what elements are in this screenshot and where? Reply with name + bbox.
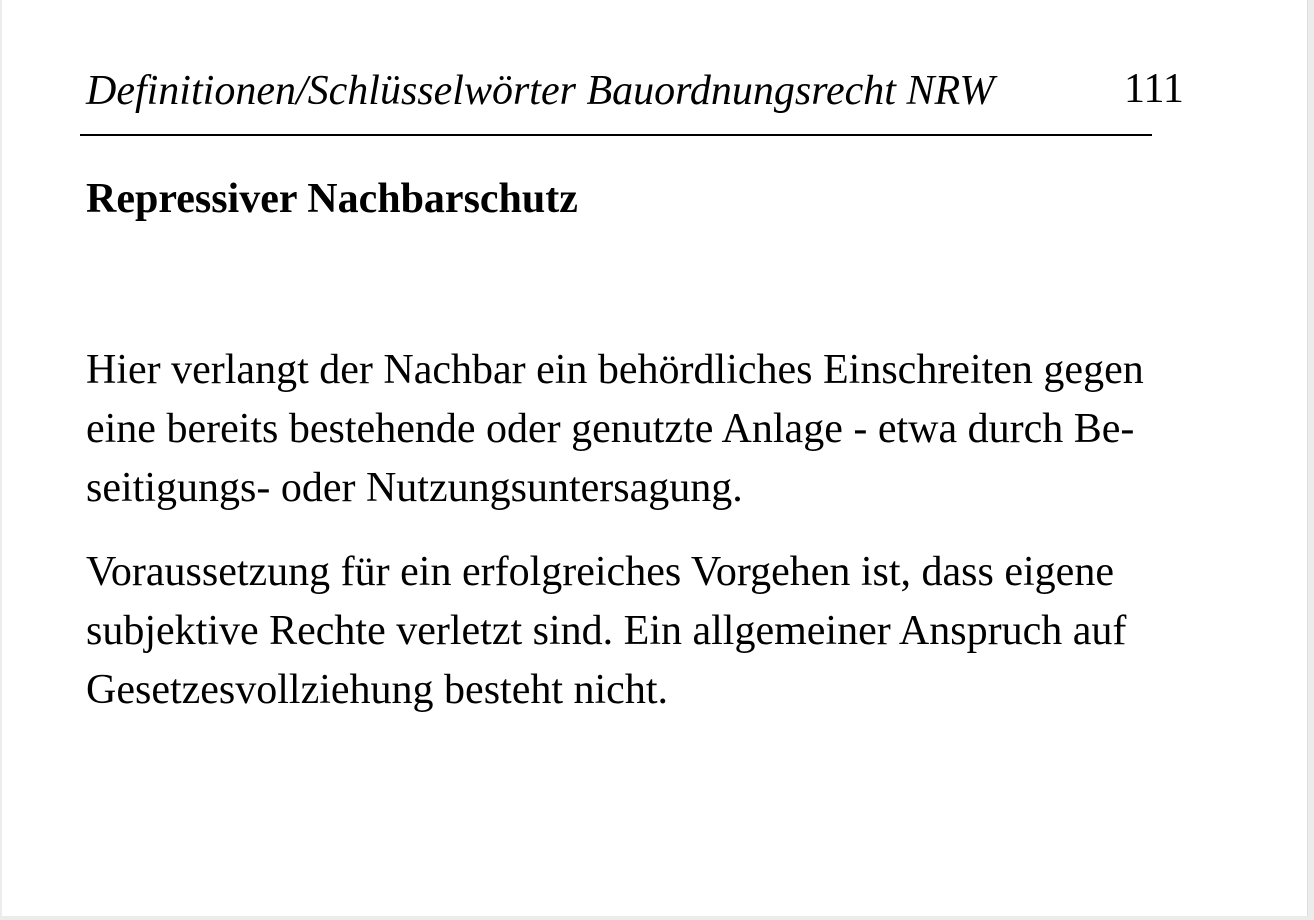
- paragraph-2: [86, 543, 1126, 720]
- paragraph-line: eine bereits bestehende oder genutzte Anlage - etwa durch Be-: [86, 406, 1135, 452]
- header-divider: [80, 134, 1152, 136]
- paragraph-line: Hier verlangt der Nachbar ein behördliches Einschreiten gegen: [86, 347, 1144, 393]
- paragraph-line: seitigungs- oder Nutzungsuntersagung.: [86, 465, 743, 511]
- section-heading: Repressiver Nachbarschutz: [86, 176, 578, 222]
- paragraph-line: Voraussetzung für ein erfolgreiches Vorgehen ist, dass eigene: [86, 549, 1114, 595]
- paragraph-1: [86, 341, 1144, 518]
- running-header-title: Definitionen/Schlüsselwörter Bauordnungsrecht NRW: [86, 68, 995, 114]
- page-number: 111: [1124, 66, 1184, 112]
- document-page: [2, 0, 1308, 916]
- paragraph-line: Gesetzesvollziehung besteht nicht.: [86, 667, 668, 713]
- paragraph-line: subjektive Rechte verletzt sind. Ein allgemeiner Anspruch auf: [86, 608, 1127, 654]
